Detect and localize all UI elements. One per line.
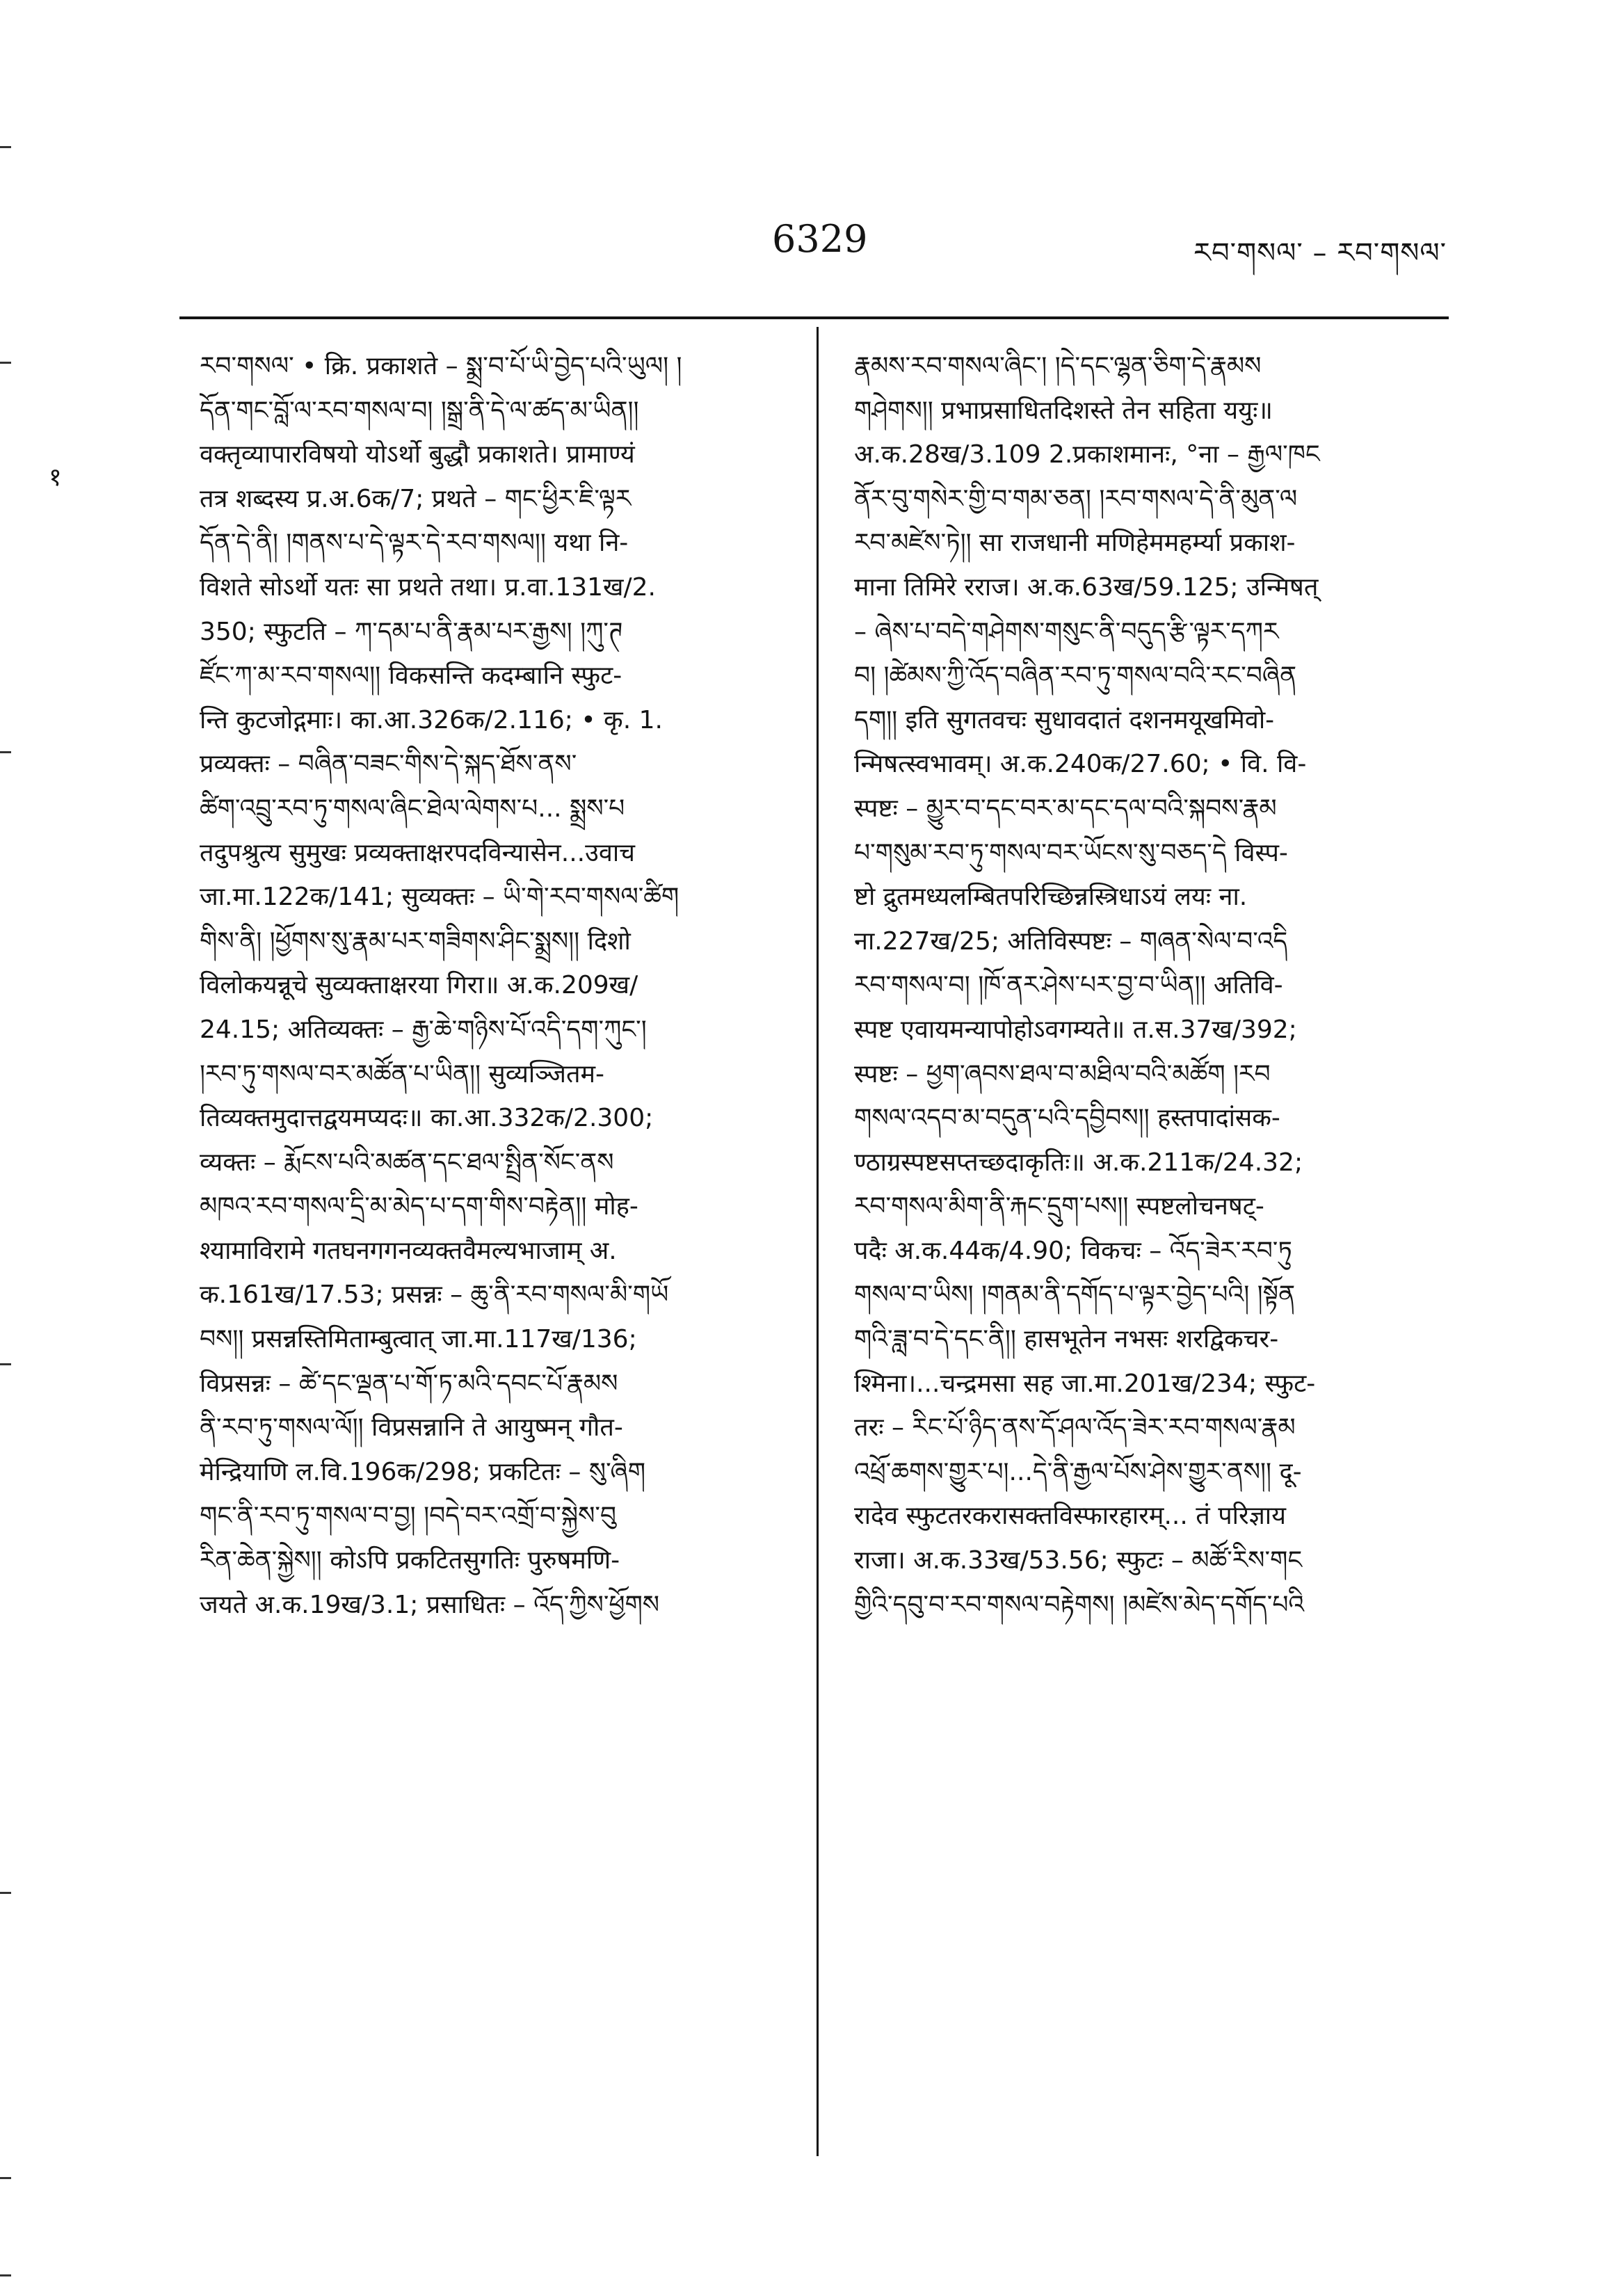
right-column bbox=[854, 344, 1451, 1627]
text-line: श्यामाविरामे गतघनगगनव्यक्तवैमल्यभाजाम् अ. bbox=[200, 1236, 617, 1265]
text-line: तत्र शब्दस्य प्र.अ.6क/7; प्रथते – གང་ཕྱིར་ཇི་ལྟར bbox=[200, 484, 632, 513]
column-divider bbox=[817, 327, 819, 2156]
text-line: अ.क.28ख/3.109 2.प्रकाशमानः, °ना – རྒྱལ་ཁང bbox=[854, 440, 1320, 469]
page-number: 6329 bbox=[772, 217, 868, 261]
text-line: །རབ་ཏུ་གསལ་བར་མཚོན་པ་ཡིན།། सुव्यञ्जितम- bbox=[200, 1059, 605, 1089]
text-line: ण्ठाग्रस्पष्टसप्तच्छदाकृतिः॥ अ.क.211क/24.32; bbox=[854, 1148, 1303, 1177]
text-line: 350; स्फुटति – ཀ་དམ་པ་ནི་རྣམ་པར་རྒྱས། །ཀུ་ཊ bbox=[200, 617, 623, 646]
text-line: དག།། इति सुगतवचः सुधावदातं दशनमयूखमिवो- bbox=[854, 705, 1275, 734]
text-line: རབ་གསལ་མིག་ནི་རྐང་དྲུག་པས།། स्पष्टलोचनषट्- bbox=[854, 1192, 1264, 1221]
text-line: स्पष्टः – ཕྱག་ཞབས་ཐལ་བ་མཐིལ་བའི་མཚོག །རབ bbox=[854, 1059, 1271, 1089]
text-line: རིན་ཆེན་སྐྱེས།། कोऽपि प्रकटितसुगतिः पुरुषमणि- bbox=[200, 1546, 620, 1575]
text-line: དོན་དེ་ནི། །གནས་པ་དེ་ལྟར་དེ་རབ་གསལ།། यथा नि- bbox=[200, 529, 629, 558]
text-line: འཕྲོ་ཆགས་གྱུར་པ།...དེ་ནི་རྒྱལ་པོས་ཤེས་གྱུར་ནས།། दू- bbox=[854, 1457, 1302, 1486]
text-line: གང་ནི་རབ་ཏུ་གསལ་བ་བྱ། །བདེ་བར་འགྲོ་བ་སྐྱེས་བུ bbox=[200, 1502, 616, 1531]
text-line: གིས་ནི། །ཕྱོགས་སུ་རྣམ་པར་གཟིགས་ཤིང་སྨྲས།། दिशो bbox=[200, 926, 631, 956]
text-line: विप्रसन्नः – ཚེ་དང་ལྡན་པ་གོ་ཏ་མའི་དབང་པོ་རྣམས bbox=[200, 1369, 618, 1398]
text-line: ना.227ख/25; अतिविस्पष्टः – གཞན་སེལ་བ་འདི bbox=[854, 926, 1288, 956]
text-line: तिव्यक्तमुदात्तद्वयमप्यदः॥ का.आ.332क/2.300; bbox=[200, 1104, 654, 1133]
margin-tick bbox=[0, 1363, 11, 1365]
text-line: གཤེགས།། प्रभाप्रसाधितदिशस्ते तेन सहिता ययुः॥ bbox=[854, 396, 1273, 425]
margin-tick bbox=[0, 751, 11, 753]
header-rule bbox=[179, 316, 1449, 319]
text-line: རྣམས་རབ་གསལ་ཞིང་། །དེ་དང་ལྷན་ཅིག་དེ་རྣམས bbox=[854, 352, 1262, 380]
left-column bbox=[200, 344, 805, 1627]
text-line: མཁའ་རབ་གསལ་དྲི་མ་མེད་པ་དག་གིས་བརྟེན།། मोह- bbox=[200, 1192, 638, 1221]
text-line: རབ་གསལ་བ། །ཁོ་ནར་ཤེས་པར་བྱ་བ་ཡིན།། अतिवि- bbox=[854, 971, 1283, 1000]
text-line: – ཞེས་པ་བདེ་གཤེགས་གསུང་ནི་བདུད་རྩི་ལྟར་དཀར bbox=[854, 617, 1279, 646]
text-line: तरः – རིང་པོ་ཉིད་ནས་དོ་ཤལ་འོད་ཟེར་རབ་གསལ་རྣམ bbox=[854, 1413, 1296, 1443]
text-line: जयते अ.क.19ख/3.1; प्रसाधितः – འོད་ཀྱིས་ཕྱོགས bbox=[200, 1590, 660, 1619]
text-line: རབ་མཛེས་ཏེ།། सा राजधानी मणिहेममहर्म्या प्रकाश- bbox=[854, 529, 1296, 558]
text-line: पदैः अ.क.44क/4.90; विकचः – འོད་ཟེར་རབ་ཏུ bbox=[854, 1236, 1292, 1265]
text-line: གའི་ཟླ་བ་དེ་དང་ནི།། हासभूतेन नभसः शरद्विकचर- bbox=[854, 1325, 1279, 1354]
text-line: तदुपश्रुत्य सुमुखः प्रव्यक्ताक्षरपदविन्यासेन...उवाच bbox=[200, 838, 636, 867]
text-line: བས།། प्रसन्नस्तिमिताम्बुत्वात् जा.मा.117ख/136; bbox=[200, 1325, 637, 1354]
text-line: པ་གསུམ་རབ་ཏུ་གསལ་བར་ཡོངས་སུ་བཅད་དེ विस्प- bbox=[854, 838, 1288, 867]
text-line: विशते सोऽर्थो यतः सा प्रथते तथा। प्र.वा.131ख/2. bbox=[200, 572, 656, 602]
text-line: रादेव स्फुटतरकरासक्तविस्फारहारम्... तं परिज्ञाय bbox=[854, 1502, 1286, 1531]
text-line: རབ་གསལ་ • क्रि. प्रकाशते – སྨྲ་བ་པོ་ཡི་བྱེད་པའི་ཡུལ། ། bbox=[200, 352, 682, 380]
text-line: विलोकयन्नूचे सुव्यक्ताक्षरया गिरा॥ अ.क.209ख/ bbox=[200, 971, 638, 1000]
text-line: ष्टो द्रुतमध्यलम्बितपरिच्छिन्नस्त्रिधाऽयं लयः ना. bbox=[854, 883, 1248, 912]
text-line: व्यक्तः – རྨོངས་པའི་མཚན་དང་ཐལ་སྤྲིན་སོང་ནས bbox=[200, 1148, 614, 1177]
text-line: न्ति कुटजोद्गमाः। का.आ.326क/2.116; • कृ. 1. bbox=[200, 705, 663, 734]
text-line: जा.मा.122क/141; सुव्यक्तः – ཡི་གེ་རབ་གསལ་ཚིག bbox=[200, 883, 680, 912]
text-line: माना तिमिरे रराज। अ.क.63ख/59.125; उन्मिषत् bbox=[854, 572, 1319, 602]
margin-tick bbox=[0, 146, 11, 148]
text-line: प्रव्यक्तः – བཞིན་བཟང་གིས་དེ་སྐད་ཐོས་ནས་ bbox=[200, 750, 577, 779]
text-line: स्पष्टः – མྱུར་བ་དང་བར་མ་དང་དལ་བའི་སྐབས་རྣམ bbox=[854, 794, 1277, 823]
text-line: राजा। अ.क.33ख/53.56; स्फुटः – མཚོ་རིས་གང bbox=[854, 1546, 1303, 1575]
text-line: ཛོང་ཀ་མ་རབ་གསལ།། विकसन्ति कदम्बानि स्फुट- bbox=[200, 661, 622, 691]
margin-tick bbox=[0, 362, 11, 364]
text-line: གསལ་འདབ་མ་བདུན་པའི་དབྱིབས།། हस्तपादांसक- bbox=[854, 1104, 1280, 1133]
running-head: རབ་གསལ་ – རབ་གསལ་ bbox=[1193, 237, 1447, 269]
text-line: ནི་རབ་ཏུ་གསལ་ལོ།། विप्रसन्नानि ते आयुष्मन् गौत- bbox=[200, 1413, 623, 1443]
text-line: मेन्द्रियाणि ल.वि.196क/298; प्रकटितः – སུ་ཞིག bbox=[200, 1457, 646, 1486]
margin-tick bbox=[0, 2274, 11, 2276]
text-line: གསལ་བ་ཡིས། །གནམ་ནི་དགོད་པ་ལྟར་བྱེད་པའི། །སྟོན bbox=[854, 1280, 1296, 1310]
margin-tick bbox=[0, 1892, 11, 1894]
margin-mark: १ bbox=[49, 463, 62, 492]
text-line: श्मिना।...चन्द्रमसा सह जा.मा.201ख/234; स्फुट- bbox=[854, 1369, 1316, 1398]
text-line: བ། །ཚེམས་ཀྱི་འོད་བཞིན་རབ་ཏུ་གསལ་བའི་རང་བཞིན bbox=[854, 661, 1297, 691]
text-line: གྱིའི་དབུ་བ་རབ་གསལ་བརྟེགས། །མཛེས་མེད་དགོད་པའི bbox=[854, 1590, 1305, 1619]
text-line: ཚིག་འབྲུ་རབ་ཏུ་གསལ་ཞིང་ཐེལ་ལེགས་པ... སྨྲས་པ bbox=[200, 794, 625, 823]
margin-tick bbox=[0, 2177, 11, 2179]
text-line: न्मिषत्स्वभावम्। अ.क.240क/27.60; • वि. वि- bbox=[854, 750, 1307, 779]
text-line: 24.15; अतिव्यक्तः – རྒྱ་ཆེ་གཉིས་པོ་འདི་དག་ཀུང་། bbox=[200, 1015, 647, 1044]
text-line: वक्तृव्यापारविषयो योऽर्थो बुद्धौ प्रकाशते। प्रामाण्यं bbox=[200, 440, 635, 469]
text-line: དོན་གང་བློ་ལ་རབ་གསལ་བ། །སྒྲ་ནི་དེ་ལ་ཚད་མ་ཡིན།། bbox=[200, 396, 639, 425]
text-line: क.161ख/17.53; प्रसन्नः – ཆུ་ནི་རབ་གསལ་མི་གཡོ bbox=[200, 1280, 669, 1310]
text-line: ནོར་བུ་གསེར་གྱི་བ་གམ་ཅན། །རབ་གསལ་དེ་ནི་མུན་ལ bbox=[854, 484, 1298, 513]
text-line: स्पष्ट एवायमन्यापोहोऽवगम्यते॥ त.स.37ख/392; bbox=[854, 1015, 1297, 1044]
